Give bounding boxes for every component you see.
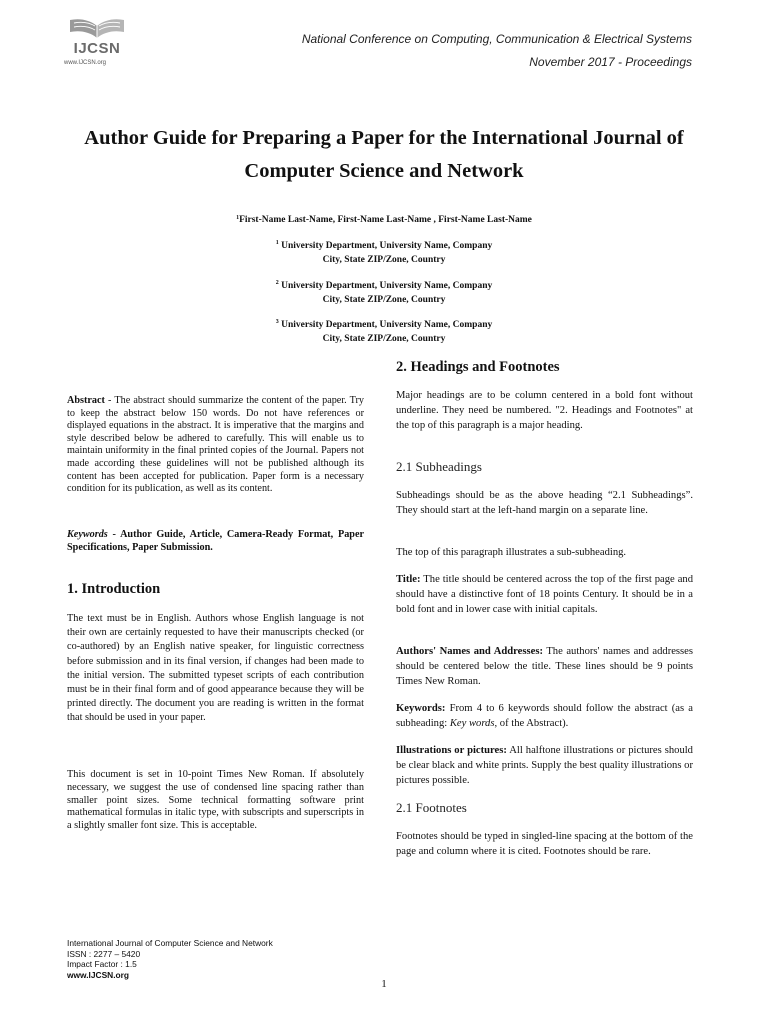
title-paragraph: Title: The title should be centered across the top of the first page and should have a distinctive font of 18 points Century. It should be in a bold font and in lower case with initial capitals. bbox=[396, 574, 693, 615]
footer-impact: Impact Factor : 1.5 bbox=[67, 959, 137, 970]
authors-names-paragraph: Authors' Names and Addresses: The authors' names and addresses should be centered below the title. These lines should be 9 points Times New Roman. bbox=[396, 646, 693, 687]
illustrations-label: Illustrations or pictures: bbox=[396, 745, 507, 756]
affiliation-2: $^2$ University Department, University Name, Company City, State ZIP/Zone, Country bbox=[275, 280, 493, 305]
abstract-text: - The abstract should summarize the content of the paper. Try to keep the abstract below 150 words. Do not have references or displayed equations in the abstract. It is imperative that the margins and style described below be adhered to carefully. This will enable us to maintain uniformity in the final printed copies of the Journal. Papers not made according these guidelines will not be published although its content has been accepted for publication. Paper form is a necessary condition for its publication, as well as its content. bbox=[67, 395, 364, 495]
intro-paragraph-2: This document is set in 10-point Times New Roman. If absolutely necessary, we suggest the use of condensed line spacing rather than smaller point sizes. Some technical formatting software print mathematical formulas in italic type, with subscripts and superscripts in a slightly smaller font size. This is acceptable. bbox=[67, 769, 364, 832]
keywords-label: Keywords bbox=[67, 529, 108, 540]
open-book-icon bbox=[62, 12, 132, 42]
logo-url: www.IJCSN.org bbox=[64, 60, 107, 66]
footer-journal: International Journal of Computer Science and Network bbox=[67, 938, 273, 948]
subheading-2-1-subheadings: 2.1 Subheadings bbox=[396, 459, 482, 474]
affiliation-1: $^1$ University Department, University Name, Company City, State ZIP/Zone, Country bbox=[275, 240, 493, 265]
footer-issn: ISSN : 2277 – 5420 bbox=[67, 948, 141, 959]
page-number: 1 bbox=[381, 978, 387, 990]
intro-paragraph-1: The text must be in English. Authors whose English language is not their own are certainly requested to have their manuscripts checked (or co-authored) by an English native speaker, for linguistic correctness before submission and in its final version, if changes had been made to the initial version. The submitted typeset scripts of each contribution must be in their final form and of good appearance because they will be printed directly. The document you are reading is written in the format that should be used in your paper. bbox=[67, 613, 364, 724]
journal-footer bbox=[67, 938, 273, 980]
abstract-label: Abstract bbox=[67, 395, 105, 406]
footnotes-paragraph: Footnotes should be typed in singled-line spacing at the bottom of the page and column where it is cited. Footnotes should be rare. bbox=[396, 831, 693, 857]
conference-name: National Conference on Computing, Communication & Electrical Systems bbox=[301, 32, 692, 46]
footer-url: www.IJCSN.org bbox=[67, 969, 130, 980]
keywords-text: - Author Guide, Article, Camera-Ready Format, Paper Specifications, Paper Submission. bbox=[67, 529, 364, 553]
section-heading-introduction: 1. Introduction bbox=[67, 581, 161, 597]
keywords-paragraph: Keywords: From 4 to 6 keywords should follow the abstract (as a subheading: Key words, of the Abstract). bbox=[396, 703, 693, 729]
keywords-guide-label: Keywords: bbox=[396, 703, 446, 714]
paper-title: Author Guide for Preparing a Paper for the International Journal of Computer Science and Network bbox=[84, 127, 684, 182]
subheading-2-1-footnotes: 2.1 Footnotes bbox=[396, 800, 467, 815]
headings-paragraph: Major headings are to be column centered in a bold font without underline. They need be numbered. "2. Headings and Footnotes" at the top of this paragraph is a major heading. bbox=[396, 390, 693, 431]
abstract bbox=[67, 395, 364, 496]
subheadings-paragraph: Subheadings should be as the above heading “2.1 Subheadings”. They should start at the left-hand margin on a separate line. bbox=[396, 490, 693, 516]
logo-name: IJCSN bbox=[73, 40, 121, 57]
author-list: $^1$First-Name Last-Name, First-Name Last-Name , First-Name Last-Name bbox=[236, 215, 532, 225]
section-heading-headings-footnotes: 2. Headings and Footnotes bbox=[396, 359, 560, 375]
illustrations-paragraph: Illustrations or pictures: All halftone illustrations or pictures should be clear black and white prints. Supply the best quality illustrations or pictures possible. bbox=[396, 745, 693, 786]
ijcsn-logo bbox=[62, 12, 132, 90]
affiliation-3: $^3$ University Department, University Name, Company City, State ZIP/Zone, Country bbox=[275, 319, 493, 344]
authors-text: First-Name Last-Name, First-Name Last-Name , First-Name Last-Name bbox=[239, 215, 532, 225]
title-label: Title: bbox=[396, 574, 421, 585]
authors-names-label: Authors' Names and Addresses: bbox=[396, 646, 543, 657]
keywords bbox=[67, 529, 364, 554]
proceedings-date: November 2017 - Proceedings bbox=[529, 55, 692, 69]
sub-subheading-paragraph: The top of this paragraph illustrates a sub-subheading. bbox=[396, 547, 627, 558]
